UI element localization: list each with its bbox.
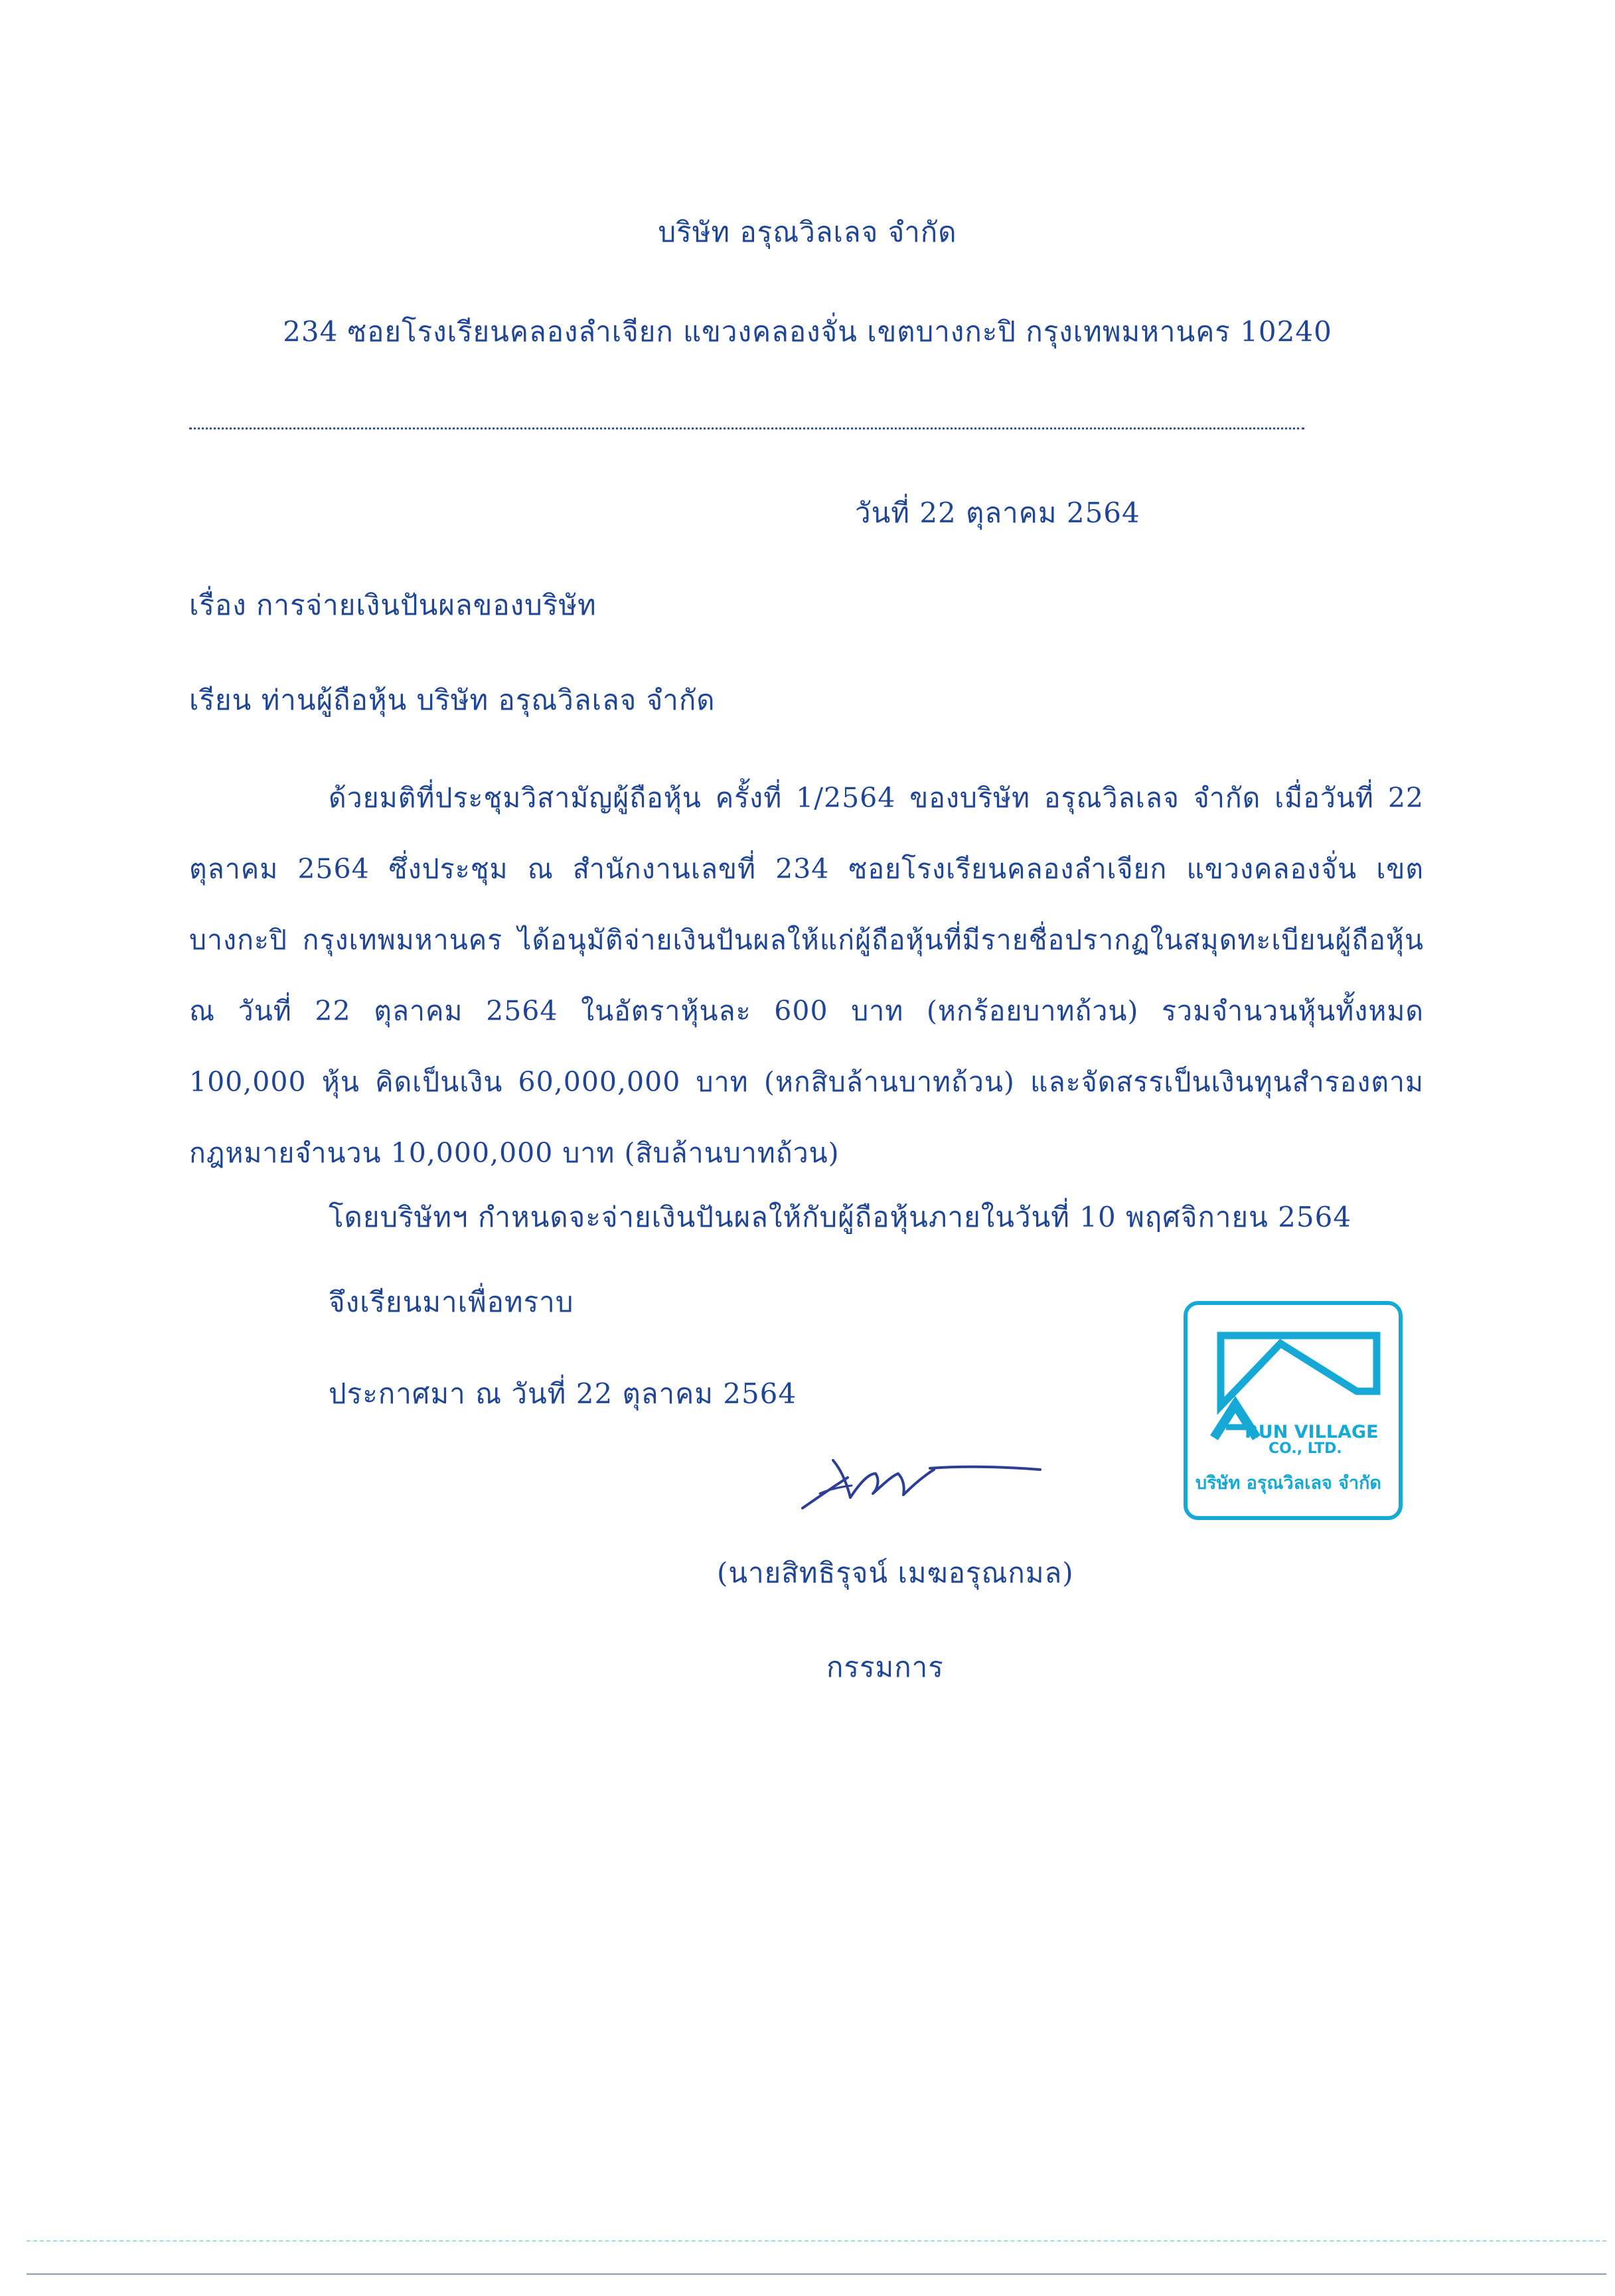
bottom-edge-line (27, 2273, 1606, 2275)
body-paragraph-2: โดยบริษัทฯ กำหนดจะจ่ายเงินปันผลให้กับผู้ถือหุ้นภายในวันที่ 10 พฤศจิกายน 2564 (329, 1201, 1352, 1233)
stamp-brand-line-2: CO., LTD. (1269, 1440, 1342, 1457)
company-address: 234 ซอยโรงเรียนคลองลำเจียก แขวงคลองจั่น เขตบางกะปิ กรุงเทพมหานคร 10240 (283, 315, 1332, 348)
letter-subject: เรื่อง การจ่ายเงินปันผลของบริษัท (189, 589, 597, 621)
header-divider (189, 427, 1304, 429)
letter-date: วันที่ 22 ตุลาคม 2564 (855, 497, 1140, 529)
body-paragraph-1: ด้วยมติที่ประชุมวิสามัญผู้ถือหุ้น ครั้งที่ 1/2564 ของบริษัท อรุณวิลเลจ จำกัด เมื่อวันที่ 22 ตุลาคม 2564 ซึ่งประชุม ณ สำนักงานเลขที่ 234 ซอยโรงเรียนคลองลำเจียก แขวงคลองจั่น เขตบางกะปิ กรุงเทพมหานคร ได้อนุมัติจ่ายเงินปันผลให้แก่ผู้ถือหุ้นที่มีรายชื่อปรากฏในสมุดทะเบียนผู้ถือหุ้น ณ วันที่ 22 ตุลาคม 2564 ในอัตราหุ้นละ 600 บาท (หกร้อยบาทถ้วน) รวมจำนวนหุ้นทั้งหมด 100,000 หุ้น คิดเป็นเงิน 60,000,000 บาท (หกสิบล้านบาทถ้วน) และจัดสรรเป็นเงินทุนสำรองตามกฎหมายจำนวน 10,000,000 บาท (สิบล้านบาทถ้วน) (189, 782, 1424, 1169)
announcement-line: ประกาศมา ณ วันที่ 22 ตุลาคม 2564 (329, 1377, 797, 1410)
bottom-scan-line (27, 2240, 1606, 2242)
closing-line: จึงเรียนมาเพื่อทราบ (329, 1286, 574, 1318)
stamp-thai-name: บริษัท อรุณวิลเลจ จำกัด (1195, 1473, 1381, 1493)
stamp-brand-line-1: RUN VILLAGE (1245, 1422, 1379, 1442)
company-stamp (1184, 1301, 1403, 1520)
handwritten-signature-icon (793, 1447, 1045, 1520)
company-name: บริษัท อรุณวิลเลจ จำกัด (658, 216, 957, 248)
signatory-title: กรรมการ (826, 1651, 944, 1683)
signatory-name: (นายสิทธิรุจน์ เมฆอรุณกมล) (717, 1557, 1074, 1589)
letter-recipient: เรียน ท่านผู้ถือหุ้น บริษัท อรุณวิลเลจ จำกัด (189, 684, 716, 716)
signature (793, 1447, 1045, 1523)
